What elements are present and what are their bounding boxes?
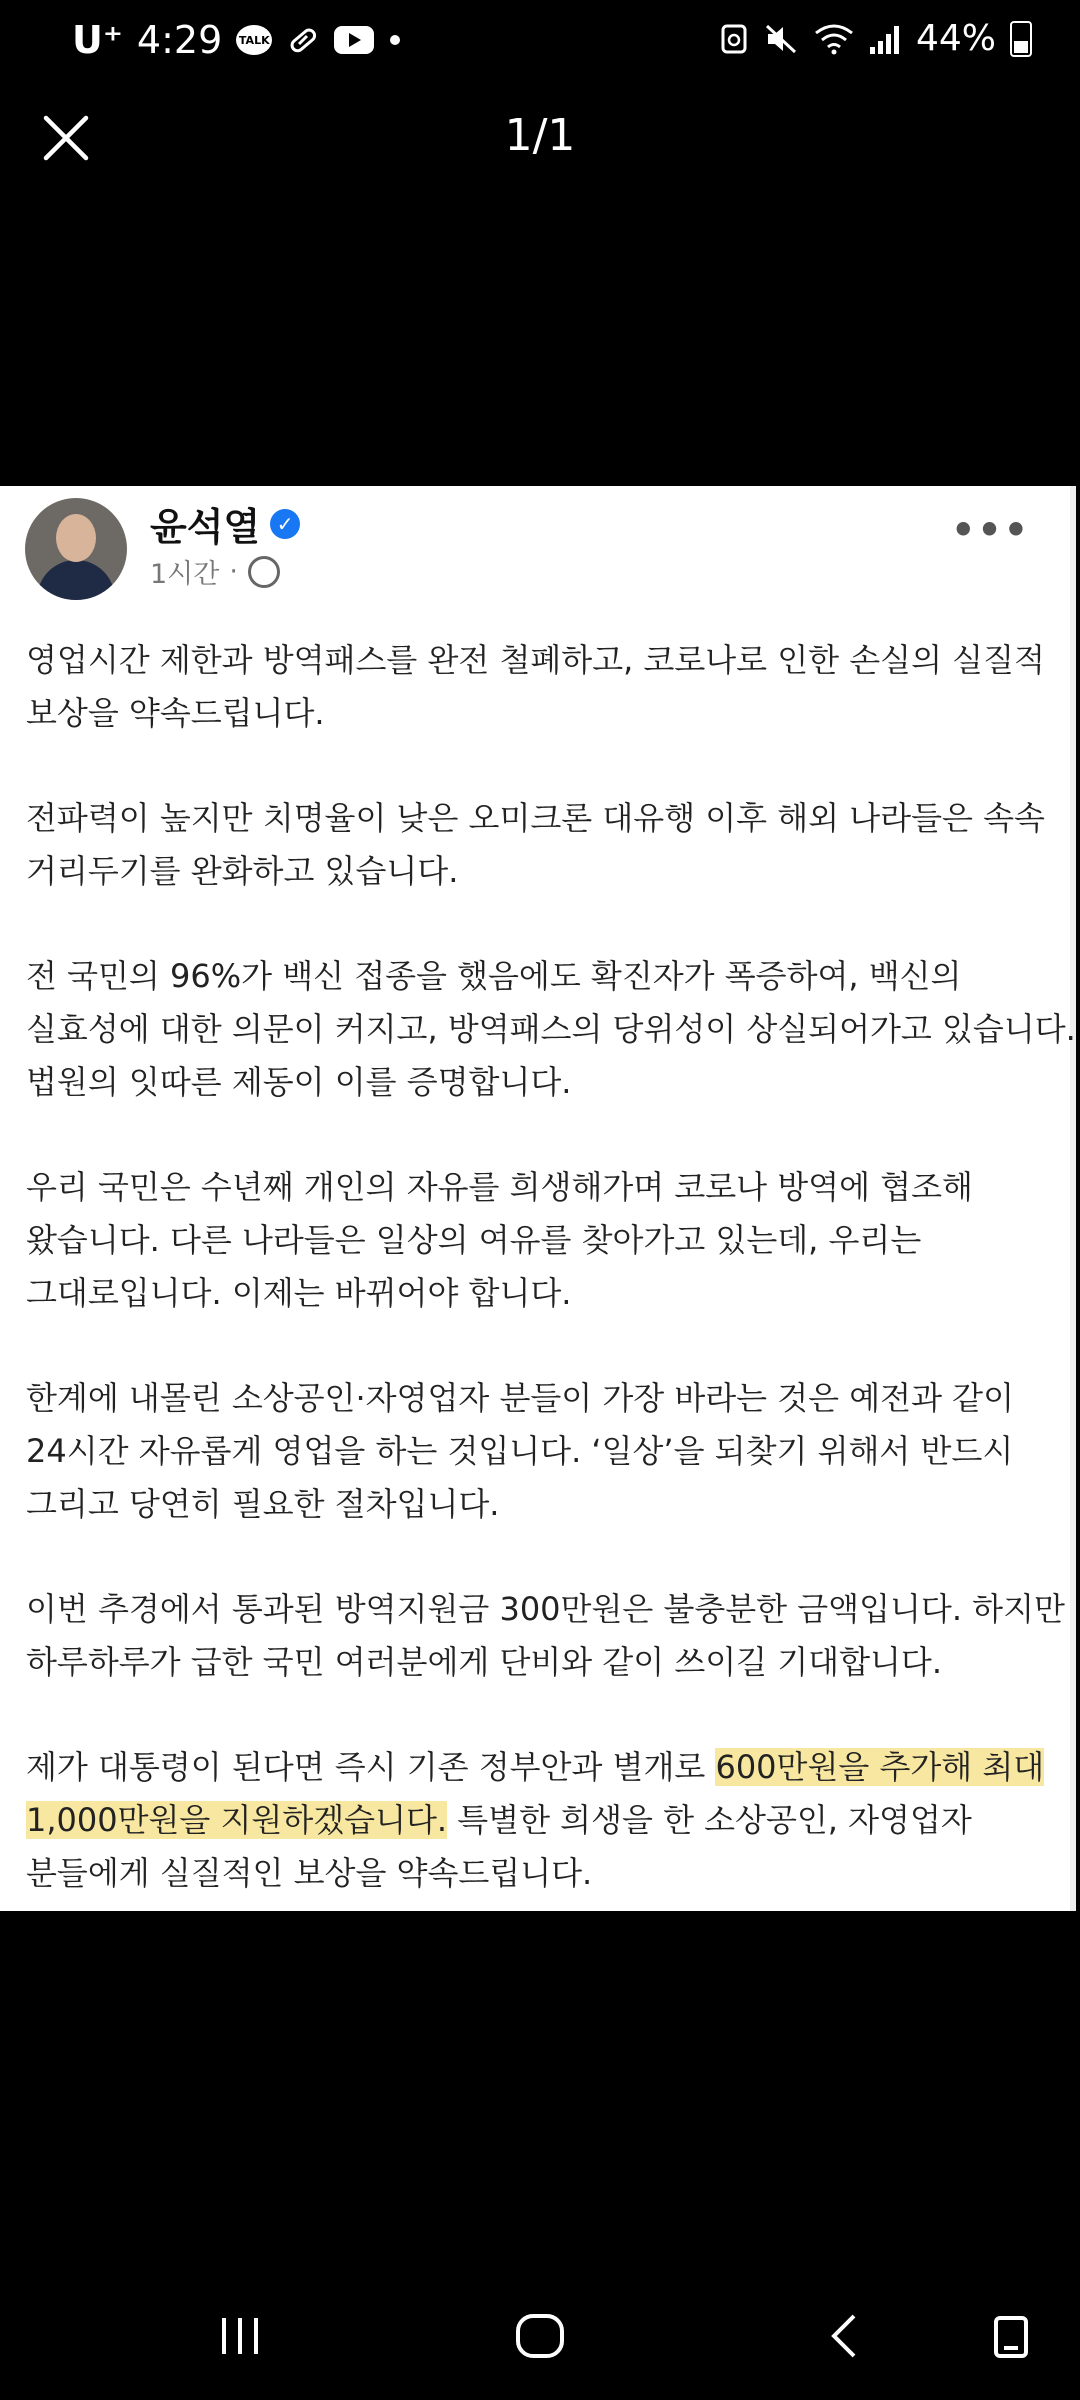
highlighted-text: 600만원을 추가해 최대 xyxy=(715,1748,1045,1786)
text-line: 우리 국민은 수년째 개인의 자유를 희생해가며 코로나 방역에 협조해 xyxy=(26,1168,973,1206)
text-line: 한계에 내몰린 소상공인·자영업자 분들이 가장 바라는 것은 예전과 같이 xyxy=(26,1379,1014,1417)
post-author xyxy=(150,496,300,551)
verified-check-icon: ✓ xyxy=(270,509,300,539)
paragraph xyxy=(26,950,1076,1109)
text-line: 보상을 약속드립니다. xyxy=(26,694,325,732)
battery-percent: 44% xyxy=(915,18,996,59)
battery-icon xyxy=(1010,21,1032,57)
text-line: 그대로입니다. 이제는 바뀌어야 합니다. xyxy=(26,1274,572,1312)
text-line: 이번 추경에서 통과된 방역지원금 300만원은 불충분한 금액입니다. 하지만 xyxy=(26,1590,1065,1628)
text-line: 거리두기를 완화하고 있습니다. xyxy=(26,852,459,890)
status-bar xyxy=(0,0,1080,90)
text-line: 실효성에 대한 의문이 커지고, 방역패스의 당위성이 상실되어가고 있습니다. xyxy=(26,1010,1076,1048)
clock: 4:29 xyxy=(136,18,223,62)
paragraph xyxy=(26,1372,1066,1531)
text-line xyxy=(26,1741,1066,1794)
post-time: 1시간 xyxy=(150,559,220,590)
more-options-icon: ••• xyxy=(951,508,1030,552)
carrier-label: U⁺ xyxy=(72,18,123,62)
text-line xyxy=(26,1794,1066,1847)
paragraph-highlighted xyxy=(26,1741,1066,1900)
globe-icon xyxy=(248,556,280,588)
text-line: 하루하루가 급한 국민 여러분에게 단비와 같이 쓰이길 기대합니다. xyxy=(26,1643,943,1681)
kakaotalk-icon: TALK xyxy=(236,25,272,55)
keyboard-toggle-button[interactable] xyxy=(990,2310,1034,2362)
text-line: 법원의 잇따른 제동이 이를 증명합니다. xyxy=(26,1063,572,1101)
signal-icon xyxy=(868,23,902,55)
text-segment: 특별한 희생을 한 소상공인, 자영업자 xyxy=(447,1801,972,1839)
recycle-icon xyxy=(718,23,750,55)
avatar xyxy=(25,498,127,600)
navigation-bar xyxy=(0,2280,1080,2400)
meta-separator: · xyxy=(229,556,238,587)
paragraph xyxy=(26,792,1066,898)
notification-dot-icon xyxy=(388,33,402,47)
wifi-icon xyxy=(814,23,854,55)
home-button[interactable] xyxy=(514,2310,566,2362)
post-body xyxy=(26,634,1076,1952)
text-line: 전파력이 높지만 치명율이 낮은 오미크론 대유행 이후 해외 나라들은 속속 xyxy=(26,799,1045,837)
text-segment: 제가 대통령이 된다면 즉시 기존 정부안과 별개로 xyxy=(26,1748,716,1786)
youtube-icon xyxy=(334,26,374,54)
text-line: 그리고 당연히 필요한 절차입니다. xyxy=(26,1485,500,1523)
post-image[interactable] xyxy=(0,486,1076,1911)
mute-icon xyxy=(764,23,800,55)
paragraph xyxy=(26,634,1066,740)
text-line: 분들에게 실질적인 보상을 약속드립니다. xyxy=(26,1854,593,1892)
text-line: 24시간 자유롭게 영업을 하는 것입니다. ‘일상’을 되찾기 위해서 반드시 xyxy=(26,1432,1014,1470)
author-name: 윤석열 xyxy=(150,505,261,549)
page-indicator: 1/1 xyxy=(504,110,576,161)
pill-icon xyxy=(286,23,320,57)
text-line: 영업시간 제한과 방역패스를 완전 철폐하고, 코로나로 인한 손실의 실질적 xyxy=(26,641,1045,679)
recent-apps-button[interactable] xyxy=(214,2310,266,2362)
paragraph xyxy=(26,1583,1066,1689)
post-meta xyxy=(150,552,280,591)
text-line: 전 국민의 96%가 백신 접종을 했음에도 확진자가 폭증하여, 백신의 xyxy=(26,957,962,995)
back-button[interactable] xyxy=(820,2310,872,2362)
text-line: 왔습니다. 다른 나라들은 일상의 여유를 찾아가고 있는데, 우리는 xyxy=(26,1221,922,1259)
highlighted-text: 1,000만원을 지원하겠습니다. xyxy=(26,1801,448,1839)
paragraph xyxy=(26,1161,1066,1320)
